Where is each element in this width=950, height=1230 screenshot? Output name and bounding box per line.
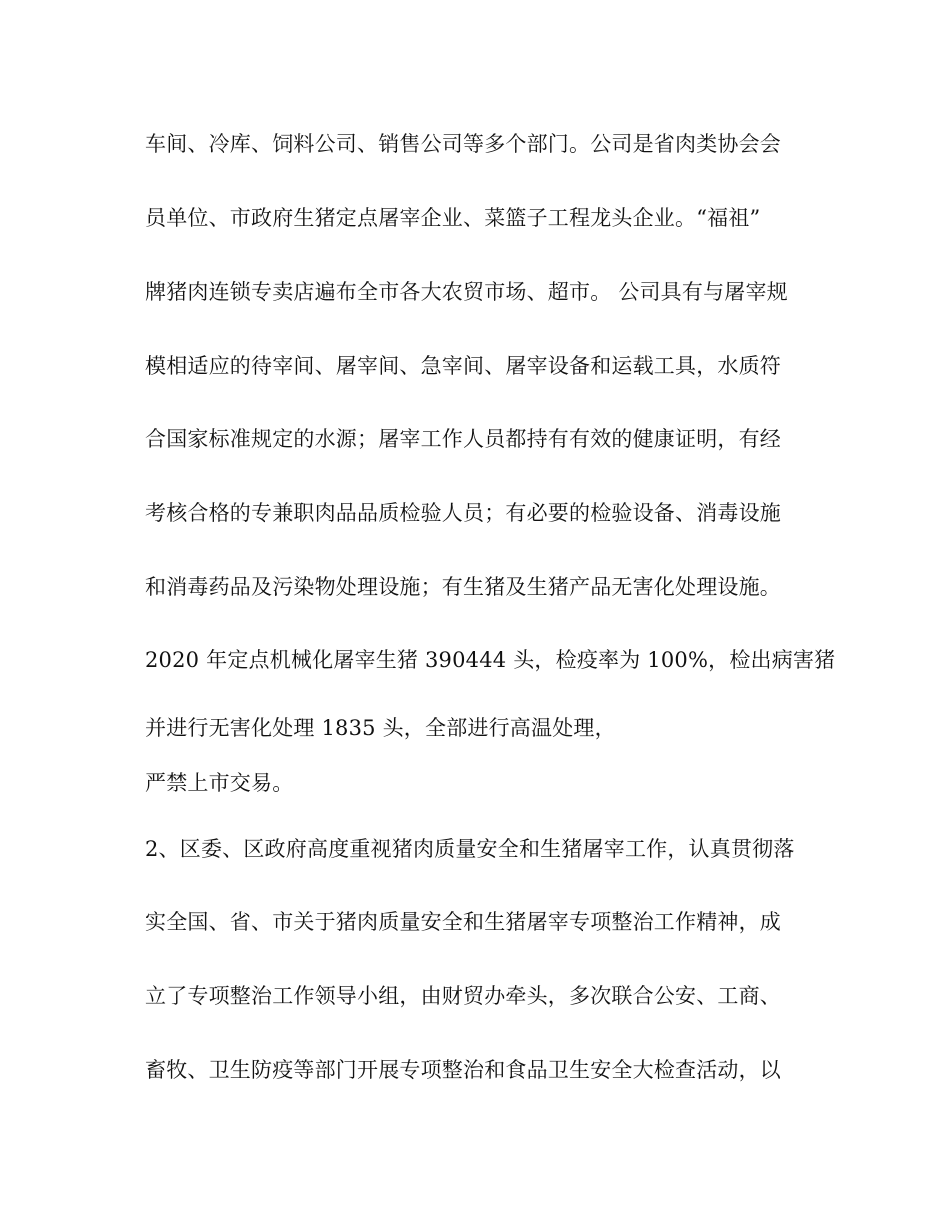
text-line: 考核合格的专兼职肉品品质检验人员；有必要的检验设备、消毒设施	[145, 501, 781, 525]
text-line: 2、区委、区政府高度重视猪肉质量安全和生猪屠宰工作，认真贯彻落	[145, 837, 795, 861]
text-line: 畜牧、卫生防疫等部门开展专项整治和食品卫生安全大检查活动，以	[145, 1058, 781, 1082]
text-line: 2020 年定点机械化屠宰生猪 390444 头，检疫率为 100%，检出病害猪	[145, 648, 836, 672]
text-line: 并进行无害化处理 1835 头，全部进行高温处理，	[145, 716, 616, 740]
text-line: 员单位、市政府生猪定点屠宰企业、菜篮子工程龙头企业。“福祖”	[145, 206, 761, 230]
text-line: 模相适应的待宰间、屠宰间、急宰间、屠宰设备和运载工具，水质符	[145, 354, 781, 378]
text-line: 车间、冷库、饲料公司、销售公司等多个部门。公司是省肉类协会会	[145, 132, 781, 156]
text-line: 严禁上市交易。	[145, 771, 294, 795]
text-line: 合国家标准规定的水源；屠宰工作人员都持有有效的健康证明，有经	[145, 427, 781, 451]
text-line: 实全国、省、市关于猪肉质量安全和生猪屠宰专项整治工作精神，成	[145, 910, 781, 934]
text-line: 立了专项整治工作领导小组，由财贸办牵头，多次联合公安、工商、	[145, 984, 781, 1008]
text-line: 和消毒药品及污染物处理设施；有生猪及生猪产品无害化处理设施。	[145, 575, 781, 599]
text-line: 牌猪肉连锁专卖店遍布全市各大农贸市场、超市。 公司具有与屠宰规	[145, 280, 788, 304]
